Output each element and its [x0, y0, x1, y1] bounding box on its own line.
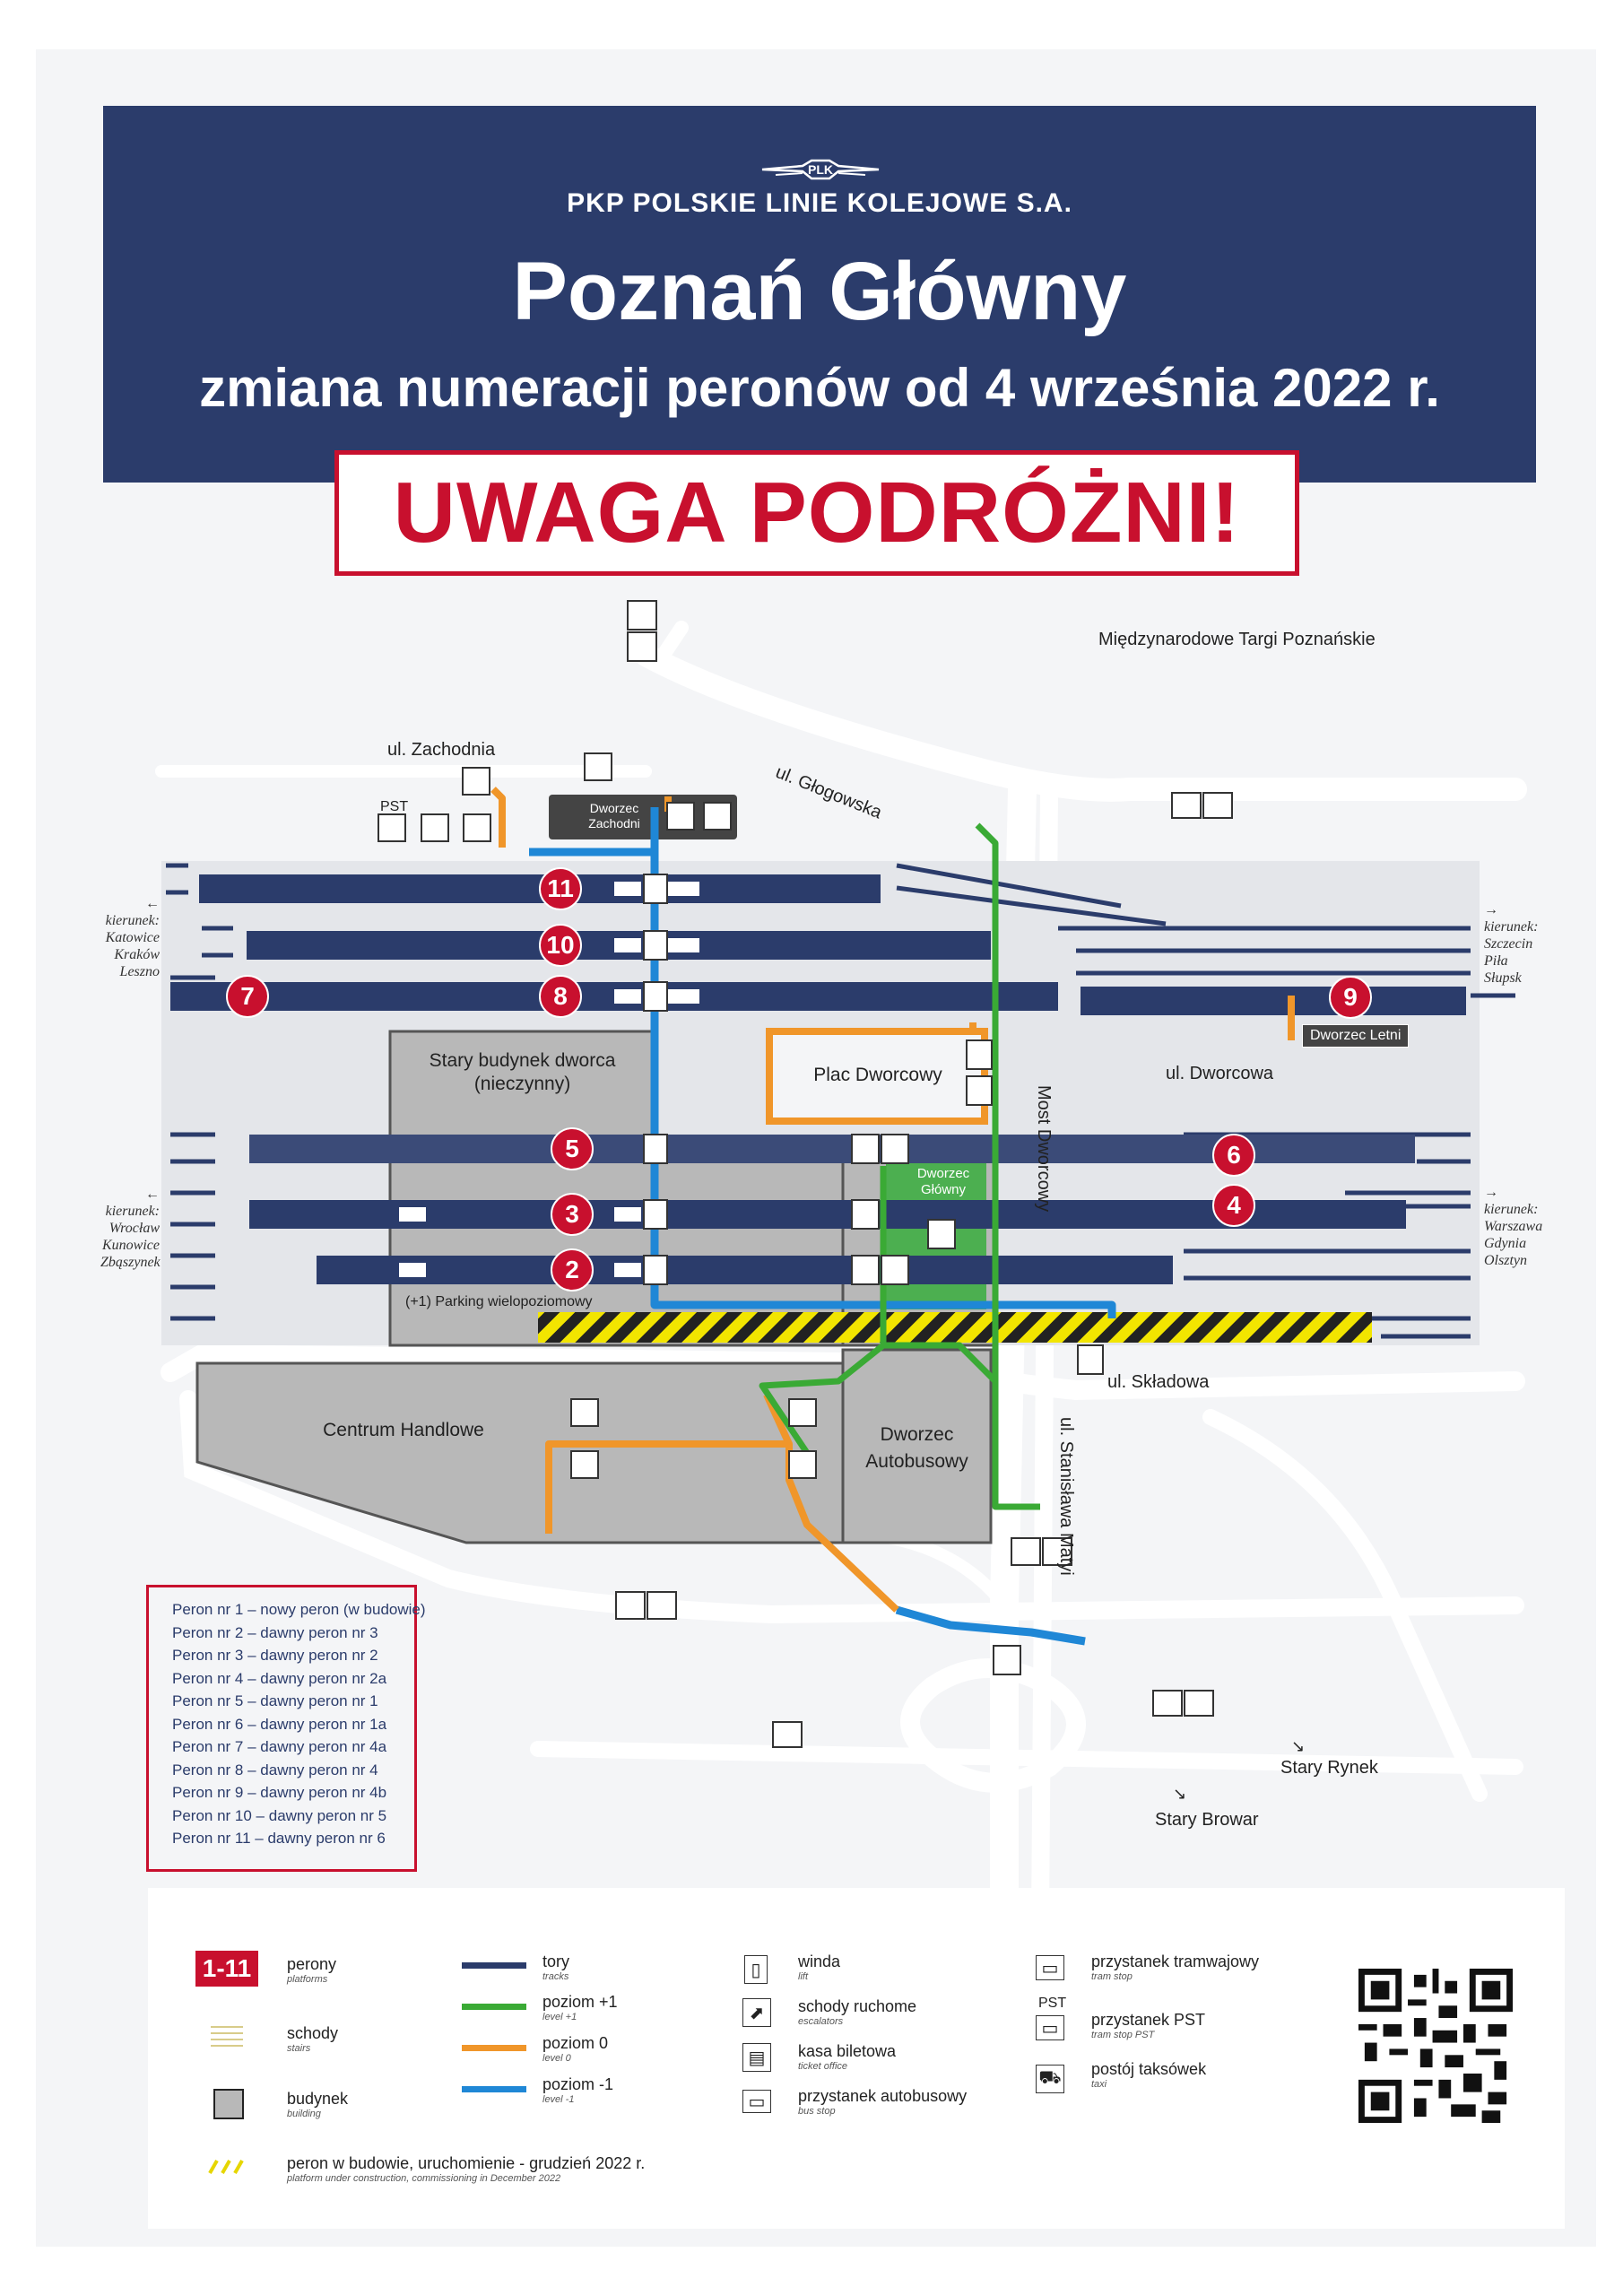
- legend-ticket: kasa biletowa ticket office: [798, 2042, 897, 2072]
- lift-icon: [421, 814, 448, 841]
- lift-icon: [881, 1256, 908, 1284]
- ticket-office-icon: [928, 1220, 955, 1248]
- bus-icon: [647, 1592, 676, 1619]
- escalator-icon: [852, 1135, 879, 1163]
- label-dworzec-glowny: Dworzec Główny: [916, 1166, 970, 1197]
- lift-icon: [1078, 1345, 1103, 1374]
- platform-badge-3: 3: [551, 1193, 594, 1236]
- legend-building: budynek building: [287, 2090, 349, 2119]
- label-zachodnia: ul. Zachodnia: [387, 740, 496, 760]
- label-stary-rynek: Stary Rynek: [1280, 1758, 1378, 1778]
- legend-taxi: postój taksówek taxi: [1091, 2060, 1207, 2090]
- pst-tram-icon: ▭: [1036, 2015, 1064, 2040]
- level-minus1-swatch: [462, 2086, 526, 2092]
- list-item: Peron nr 10 – dawny peron nr 5: [172, 1806, 387, 1824]
- bus-icon: [773, 1722, 802, 1747]
- escalator-icon: ⬈: [742, 1998, 771, 2027]
- legend-platform-badge: 1-11: [195, 1951, 258, 1987]
- legend-lift: winda lift: [798, 1952, 841, 1982]
- list-item: Peron nr 8 – dawny peron nr 4: [172, 1761, 378, 1779]
- tram-icon: [1011, 1538, 1040, 1565]
- platform-badge-7: 7: [226, 975, 269, 1018]
- legend-escalators: schody ruchome escalators: [798, 1997, 917, 2027]
- lift-icon: [644, 982, 667, 1011]
- arrow-stary-rynek: ↘: [1291, 1737, 1306, 1755]
- construction-icon: [206, 2157, 251, 2175]
- escalator-icon: [852, 1200, 879, 1229]
- label-dworcowa: ul. Dworcowa: [1166, 1064, 1274, 1083]
- taxi-icon: ⛟: [1036, 2065, 1064, 2093]
- legend-tracks: tory tracks: [542, 1952, 570, 1982]
- direction-ne: → kierunek: Szczecin Piła Słupsk: [1484, 902, 1539, 986]
- lift-icon: [571, 1451, 598, 1478]
- building-swatch: [213, 2089, 244, 2119]
- lift-icon: [704, 803, 731, 830]
- platform-2: [317, 1256, 1173, 1284]
- legend-construction: peron w budowie, uruchomienie - grudzień 2022 r. platform under construction, commissioning in December 2022: [287, 2154, 646, 2184]
- platform-badge-11: 11: [539, 867, 582, 910]
- label-stary-browar: Stary Browar: [1155, 1810, 1259, 1830]
- lift-icon: [644, 931, 667, 960]
- legend-level-minus1: poziom -1 level -1: [542, 2075, 614, 2105]
- legend: [148, 1888, 1565, 2229]
- level-plus1-swatch: [462, 2004, 526, 2010]
- arrow-stary-browar: ↘: [1173, 1785, 1187, 1803]
- bus-icon: [1185, 1691, 1213, 1716]
- station-title: Poznań Główny: [512, 246, 1127, 337]
- list-item: Peron nr 2 – dawny peron nr 3: [172, 1623, 378, 1641]
- platform-badge-9: 9: [1329, 976, 1372, 1019]
- lift-icon: [644, 1256, 667, 1284]
- lift-icon: [789, 1451, 816, 1478]
- platform-badge-10: 10: [539, 924, 582, 967]
- lift-icon: [994, 1646, 1020, 1674]
- list-item: Peron nr 7 – dawny peron nr 4a: [172, 1738, 387, 1755]
- list-item: Peron nr 11 – dawny peron nr 6: [172, 1830, 386, 1847]
- label-pst: PST: [380, 799, 409, 814]
- taxi-icon: [585, 753, 612, 780]
- legend-level-plus1: poziom +1 level +1: [542, 1993, 618, 2022]
- escalator-icon: [789, 1399, 816, 1426]
- lift-icon: [644, 874, 667, 903]
- escalator-icon: [571, 1399, 598, 1426]
- label-dworzec-zachodni: Dworzec Zachodni: [588, 801, 640, 831]
- tram-icon: [1153, 1691, 1182, 1716]
- platform-1-construction: [538, 1312, 1372, 1343]
- label-parking: (+1) Parking wielopoziomowy: [405, 1294, 593, 1309]
- bus-icon: [628, 632, 656, 661]
- list-item: Peron nr 6 – dawny peron nr 1a: [172, 1715, 387, 1733]
- company-name: PKP POLSKIE LINIE KOLEJOWE S.A.: [567, 188, 1072, 218]
- stairs-icon: [211, 2022, 247, 2053]
- platform-badge-2: 2: [551, 1248, 594, 1292]
- warning-text: UWAGA PODRÓŻNI!: [393, 465, 1241, 561]
- lift-icon: ▯: [744, 1955, 768, 1984]
- platform-badge-6: 6: [1212, 1134, 1255, 1177]
- svg-text:PLK: PLK: [808, 162, 833, 177]
- pst-label: PST: [1038, 1996, 1067, 2011]
- ticket-office-icon: ▤: [742, 2043, 771, 2072]
- direction-se: → kierunek: Warszawa Gdynia Olsztyn: [1484, 1185, 1543, 1268]
- lift-icon: [881, 1135, 908, 1163]
- list-item: Peron nr 1 – nowy peron (w budowie): [172, 1601, 426, 1618]
- direction-sw: ← kierunek: Wrocław Kunowice Zbąszynek: [100, 1187, 161, 1270]
- platform-badge-5: 5: [551, 1127, 594, 1170]
- taxi-icon: [616, 1592, 645, 1619]
- list-item: Peron nr 4 – dawny peron nr 2a: [172, 1669, 387, 1687]
- escalator-icon: [667, 803, 694, 830]
- platform-9: [1081, 987, 1466, 1015]
- list-item: Peron nr 9 – dawny peron nr 4b: [172, 1784, 387, 1801]
- bus-icon: [628, 601, 656, 630]
- tracks-swatch: [462, 1962, 526, 1969]
- legend-level-0: poziom 0 level 0: [542, 2034, 609, 2064]
- label-centrum-handlowe: Centrum Handlowe: [323, 1420, 484, 1440]
- label-dworzec-letni: Dworzec Letni: [1302, 1024, 1409, 1048]
- tram-icon: [1172, 793, 1201, 818]
- bus-icon: [1203, 793, 1232, 818]
- qr-code: [1358, 1969, 1513, 2123]
- legend-stairs: schody stairs: [287, 2024, 339, 2054]
- direction-nw: ← kierunek: Katowice Kraków Leszno: [105, 896, 160, 979]
- legend-tram: przystanek tramwajowy tram stop: [1091, 1952, 1260, 1982]
- platform-badge-8: 8: [539, 975, 582, 1018]
- label-stary-budynek: Stary budynek dworca (nieczynny): [429, 1050, 616, 1094]
- label-most-dworcowy: Most Dworcowy: [1034, 1085, 1054, 1213]
- bus-icon: ▭: [742, 2090, 771, 2113]
- label-matyi: ul. Stanisława Matyi: [1056, 1417, 1076, 1576]
- label-mtp: Międzynarodowe Targi Poznańskie: [1098, 630, 1376, 649]
- label-dworzec-autobusowy: Dworzec Autobusowy: [865, 1424, 968, 1472]
- escalator-icon: [464, 814, 490, 841]
- bus-icon: [463, 768, 490, 795]
- list-item: Peron nr 5 – dawny peron nr 1: [172, 1692, 378, 1709]
- tram-icon: [378, 814, 405, 841]
- platform-renumbering-list: [146, 1585, 426, 1872]
- level-0-swatch: [462, 2045, 526, 2051]
- lift-icon: [644, 1200, 667, 1229]
- lift-icon: [644, 1135, 667, 1163]
- page-subtitle: zmiana numeracji peronów od 4 września 2022 r.: [199, 358, 1440, 418]
- label-skladowa: ul. Składowa: [1107, 1372, 1210, 1392]
- legend-platforms: perony platforms: [287, 1955, 337, 1985]
- legend-bus: przystanek autobusowy bus stop: [798, 2087, 968, 2117]
- platform-badge-4: 4: [1212, 1184, 1255, 1227]
- label-plac-dworcowy: Plac Dworcowy: [813, 1065, 942, 1085]
- tram-icon: ▭: [1036, 1955, 1064, 1980]
- legend-pst: przystanek PST tram stop PST: [1091, 2011, 1206, 2040]
- label-glogowska: ul. Głogowska: [772, 762, 885, 823]
- escalator-icon: [852, 1256, 879, 1284]
- list-item: Peron nr 3 – dawny peron nr 2: [172, 1647, 378, 1664]
